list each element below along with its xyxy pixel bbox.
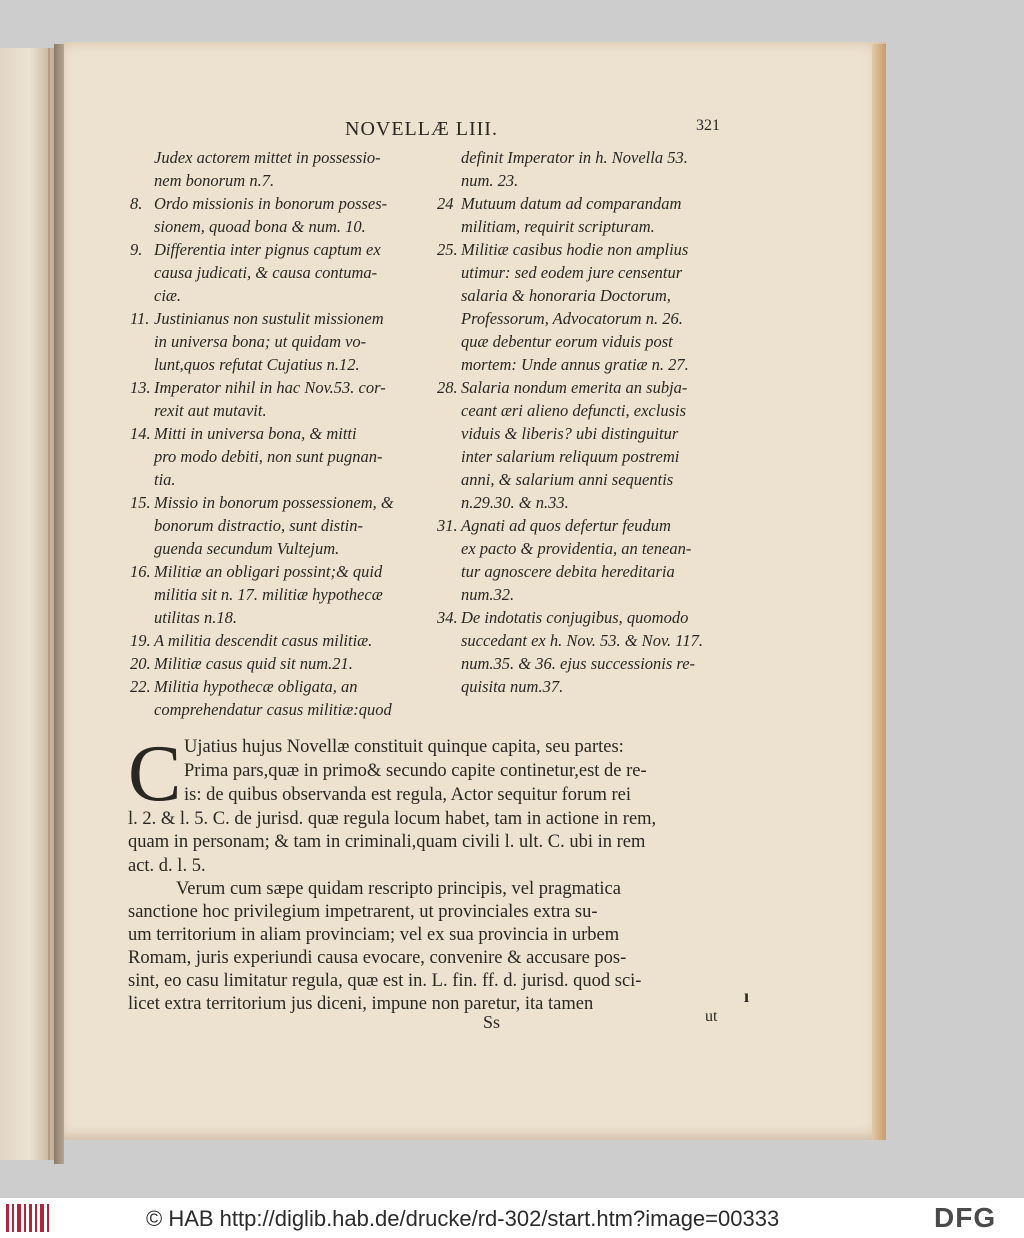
index-entry-number: 14. (130, 424, 151, 443)
index-entry-text: Militiæ casibus hodie non amplius (461, 240, 689, 259)
index-entry-text: militia sit n. 17. militiæ hypothecæ (154, 585, 383, 604)
index-entry (130, 192, 387, 215)
index-entry (437, 399, 686, 422)
catchword: ut (705, 1008, 718, 1025)
index-entry (437, 376, 687, 399)
index-entry (130, 629, 372, 652)
index-entry-number: 22. (130, 677, 151, 696)
index-entry (130, 215, 366, 238)
index-entry-text: Salaria nondum emerita an subja- (461, 378, 688, 397)
index-entry (437, 629, 703, 652)
index-entry-number: 9. (130, 240, 143, 259)
index-entry (130, 422, 357, 445)
index-entry (130, 606, 237, 629)
index-entry (130, 330, 366, 353)
index-entry (437, 307, 683, 330)
index-entry-text: Imperator nihil in hac Nov.53. cor- (154, 378, 386, 397)
index-entry-text: tur agnoscere debita hereditaria (461, 562, 675, 581)
index-entry (130, 675, 357, 698)
index-entry-number: 24 (437, 194, 454, 213)
index-entry-text: rexit aut mutavit. (154, 401, 267, 420)
index-entry-text: utimur: sed eodem jure censentur (461, 263, 683, 282)
index-entry-number: 25. (437, 240, 458, 259)
index-entry (130, 652, 353, 675)
body-line: um territorium in aliam provinciam; vel ex sua provincia in urbem (128, 925, 620, 945)
index-entry-number: 28. (437, 378, 458, 397)
index-entry-text: quæ debentur eorum viduis post (461, 332, 673, 351)
index-entry-text: Differentia inter pignus captum ex (154, 240, 381, 259)
index-entry-text: mortem: Unde annus gratiæ n. 27. (461, 355, 689, 374)
index-entry (130, 468, 176, 491)
index-entry-number: 20. (130, 654, 151, 673)
index-entry (437, 652, 695, 675)
index-entry-number: 15. (130, 493, 151, 512)
index-entry (437, 422, 678, 445)
index-entry (130, 698, 392, 721)
index-entry-number: 16. (130, 562, 151, 581)
index-entry-text: in universa bona; ut quidam vo- (154, 332, 367, 351)
dfg-logo: DFG (934, 1202, 997, 1233)
index-entry-text: militiam, requirit scripturam. (461, 217, 655, 236)
body-line: l. 2. & l. 5. C. de jurisd. quæ regula locum habet, tam in actione in rem, (128, 809, 657, 829)
index-entry-number: 8. (130, 194, 143, 213)
body-line: licet extra territorium jus diceni, impune non paretur, ita tamen (128, 994, 594, 1014)
index-entry (130, 146, 381, 169)
index-entry (130, 491, 394, 514)
index-entry-text: num. 23. (461, 171, 519, 190)
index-entry (437, 169, 518, 192)
index-entry (437, 284, 671, 307)
index-entry-text: bonorum distractio, sunt distin- (154, 516, 364, 535)
index-entry (130, 399, 267, 422)
index-entry-text: num.32. (461, 585, 515, 604)
index-entry-text: Militiæ casus quid sit num.21. (154, 654, 353, 673)
index-entry-text: tia. (154, 470, 176, 489)
index-entry-text: utilitas n.18. (154, 608, 237, 627)
index-entry (437, 192, 681, 215)
index-entry-number: 13. (130, 378, 151, 397)
index-entry (130, 560, 382, 583)
index-entry-number: 19. (130, 631, 151, 650)
facing-page-fold (48, 48, 50, 1160)
index-entry-text: Mitti in universa bona, & mitti (154, 424, 357, 443)
signature-mark: Ss (483, 1012, 501, 1032)
index-entry (130, 514, 363, 537)
index-entry-text: Mutuum datum ad comparandam (461, 194, 682, 213)
index-entry-text: definit Imperator in h. Novella 53. (461, 148, 688, 167)
index-entry (437, 215, 655, 238)
index-entry-text: ceant æri alieno defuncti, exclusis (461, 401, 686, 420)
index-entry (130, 261, 377, 284)
index-entry-text: inter salarium reliquum postremi (461, 447, 680, 466)
index-entry (130, 284, 181, 307)
index-entry-text: num.35. & 36. ejus successionis re- (461, 654, 696, 673)
page-number: 321 (696, 117, 720, 134)
book-gutter (54, 44, 64, 1164)
index-entry-text: Professorum, Advocatorum n. 26. (461, 309, 683, 328)
index-entry (437, 514, 671, 537)
viewer-footer (0, 1198, 1024, 1238)
index-entry (437, 445, 679, 468)
index-entry-text: pro modo debiti, non sunt pugnan- (154, 447, 383, 466)
index-entry-text: Militia hypothecæ obligata, an (154, 677, 358, 696)
footer-copyright-link[interactable]: © HAB http://diglib.hab.de/drucke/rd-302/start.htm?image=00333 (146, 1206, 780, 1231)
index-entry (130, 353, 360, 376)
index-entry (437, 491, 569, 514)
index-entry (130, 537, 339, 560)
hab-barcode-logo (6, 1204, 50, 1232)
index-entry-text: Judex actorem mittet in possessio- (154, 148, 381, 167)
index-entry-text: causa judicati, & causa contuma- (154, 263, 378, 282)
index-entry-number: 31. (437, 516, 458, 535)
margin-mark: ı (744, 986, 750, 1006)
index-entry (130, 376, 386, 399)
index-entry (437, 146, 688, 169)
index-entry-text: anni, & salarium anni sequentis (461, 470, 674, 489)
facing-page-edge (0, 48, 54, 1160)
index-entry-text: n.29.30. & n.33. (461, 493, 569, 512)
body-line: act. d. l. 5. (128, 856, 206, 876)
index-entry (437, 560, 675, 583)
index-entry-text: nem bonorum n.7. (154, 171, 275, 190)
body-line: sanctione hoc privilegium impetrarent, ut provinciales extra su- (128, 902, 598, 922)
index-entry-text: lunt,quos refutat Cujatius n.12. (154, 355, 360, 374)
page-fore-edge (872, 44, 886, 1140)
index-entry-text: Justinianus non sustulit missionem (154, 309, 384, 328)
index-entry (130, 583, 383, 606)
index-entry (437, 353, 689, 376)
index-entry-text: sionem, quoad bona & num. 10. (154, 217, 366, 236)
index-entry (437, 261, 682, 284)
body-line: Romam, juris experiundi causa evocare, convenire & accusare pos- (128, 948, 627, 968)
body-line: sint, eo casu limitatur regula, quæ est in. L. fin. ff. d. jurisd. quod sci- (128, 971, 642, 991)
index-entry-text: salaria & honoraria Doctorum, (461, 286, 671, 305)
body-line: Verum cum sæpe quidam rescripto principis, vel pragmatica (176, 879, 621, 899)
index-entry-text: ex pacto & providentia, an tenean- (461, 539, 692, 558)
index-entry-text: Militiæ an obligari possint;& quid (154, 562, 383, 581)
index-entry-text: A militia descendit casus militiæ. (154, 631, 373, 650)
index-entry (130, 169, 274, 192)
index-entry-text: ciæ. (154, 286, 182, 305)
index-entry-number: 34. (437, 608, 458, 627)
running-head: NOVELLÆ LIII. (345, 118, 498, 140)
body-line: is: de quibus observanda est regula, Actor sequitur forum rei (184, 785, 631, 805)
index-entry (437, 468, 673, 491)
index-entry (130, 445, 383, 468)
index-entry-number: 11. (130, 309, 150, 328)
index-entry-text: quisita num.37. (461, 677, 564, 696)
index-entry-text: guenda secundum Vultejum. (154, 539, 340, 558)
drop-capital: C (128, 730, 182, 818)
index-entry (437, 537, 691, 560)
index-entry-text: De indotatis conjugibus, quomodo (461, 608, 689, 627)
body-line: quam in personam; & tam in criminali,quam civili l. ult. C. ubi in rem (128, 832, 646, 852)
index-entry-text: Ordo missionis in bonorum posses- (154, 194, 388, 213)
body-line: Ujatius hujus Novellæ constituit quinque capita, seu partes: (184, 737, 624, 757)
index-entry (437, 583, 514, 606)
index-entry (437, 238, 688, 261)
index-entry-text: Agnati ad quos defertur feudum (461, 516, 671, 535)
index-entry (437, 330, 673, 353)
index-entry-text: viduis & liberis? ubi distinguitur (461, 424, 679, 443)
index-entry-text: succedant ex h. Nov. 53. & Nov. 117. (461, 631, 703, 650)
index-entry (437, 606, 688, 629)
index-entry (130, 307, 384, 330)
index-entry-text: Missio in bonorum possessionem, & (154, 493, 394, 512)
index-entry (130, 238, 381, 261)
body-line: Prima pars,quæ in primo& secundo capite continetur,est de re- (184, 761, 647, 781)
index-entry (437, 675, 563, 698)
index-entry-text: comprehendatur casus militiæ:quod (154, 700, 392, 719)
